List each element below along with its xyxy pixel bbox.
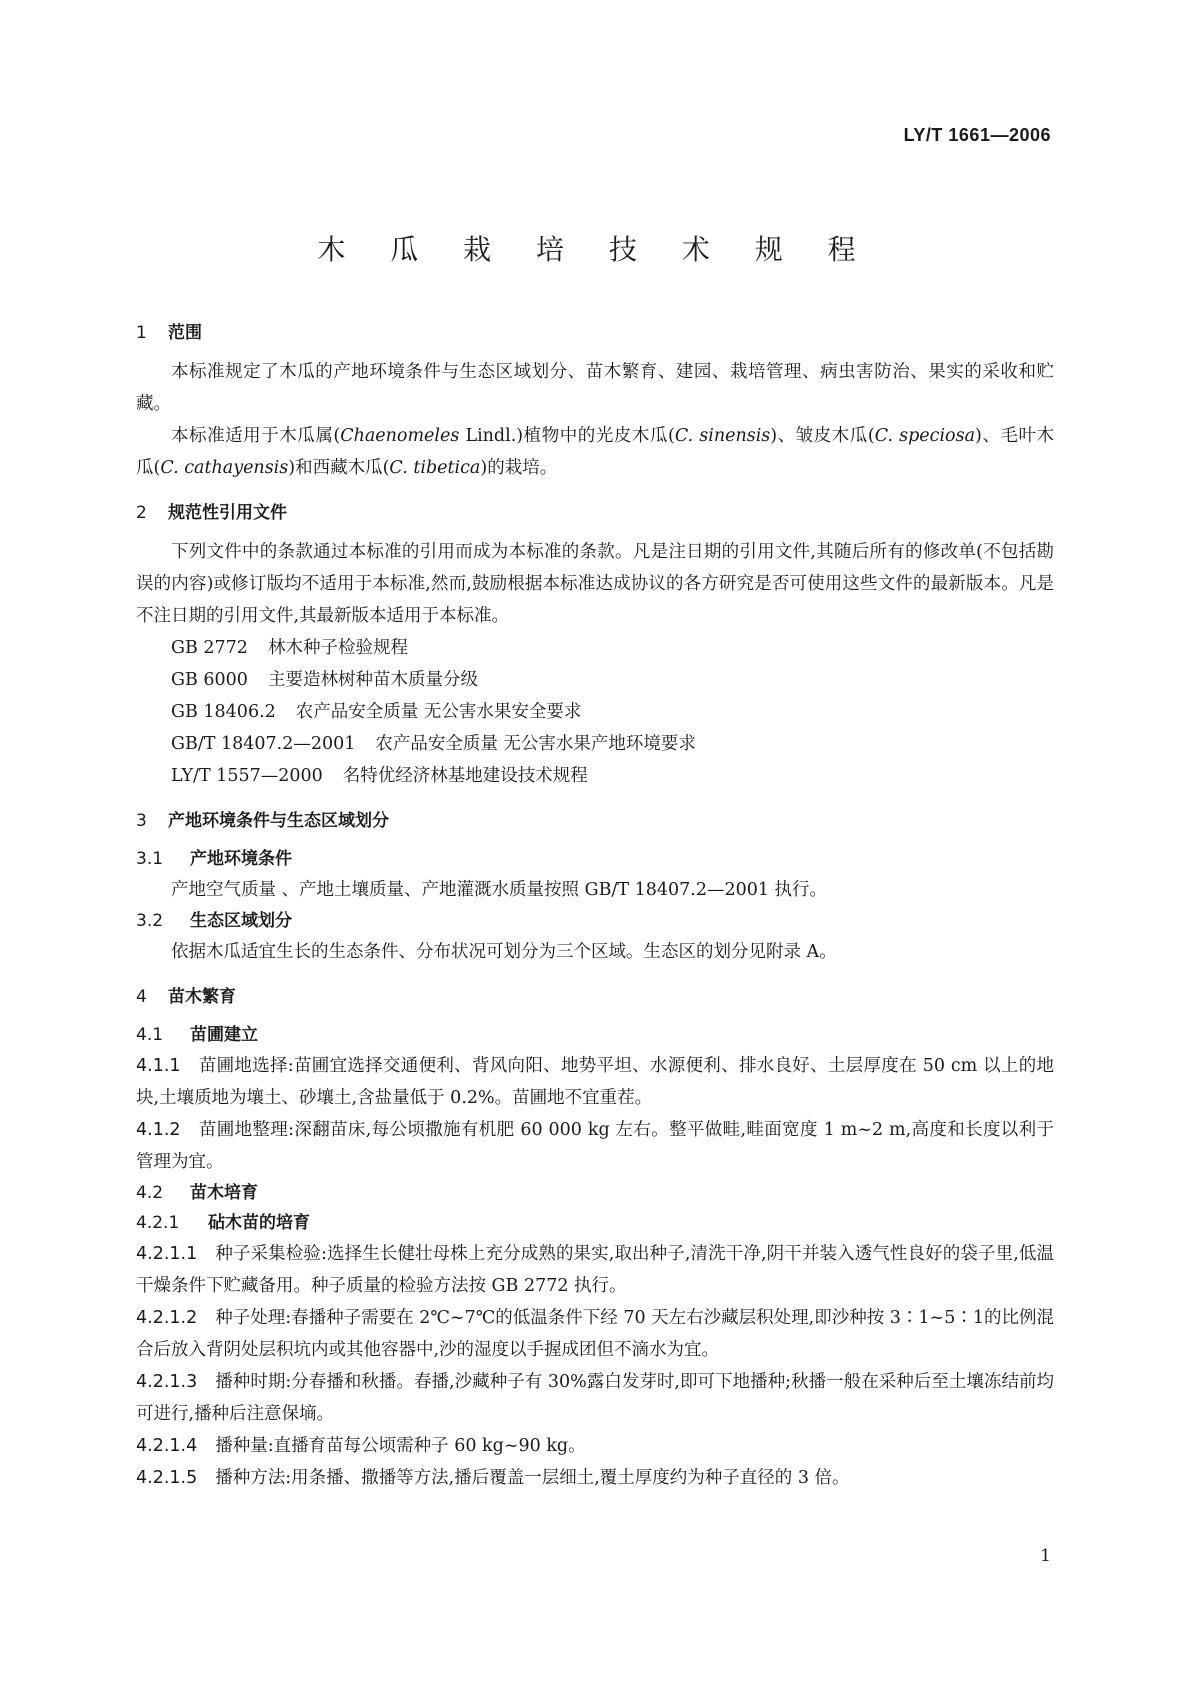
subsection-4-2-heading: 4.2 苗木培育 [136,1183,258,1203]
reference-item: GB 6000 主要造林树种苗木质量分级 [171,670,478,690]
standard-code: LY/T 1661—2006 [903,125,1051,145]
subsection-3-1-text: 产地空气质量 、产地土壤质量、产地灌溉水质量按照 GB/T 18407.2—2001 执行。 [171,880,828,900]
reference-item: GB 2772 林木种子检验规程 [171,638,408,658]
reference-item: LY/T 1557—2000 名特优经济林基地建设技术规程 [171,766,588,786]
clause-4-1-1: 4.1.1 苗圃地选择:苗圃宜选择交通便利、背风向阳、地势平坦、水源便利、排水良好、土层厚度在 50 cm 以上的地块,土壤质地为壤土、砂壤土,含盐量低于 0.2%。苗圃地不宜重茬。 [136,1056,1054,1108]
document-title: 木 瓜 栽 培 技 术 规 程 [317,233,874,266]
section-2-heading: 2 规范性引用文件 [136,503,287,523]
section-4-heading: 4 苗木繁育 [136,987,236,1007]
document-body [136,318,1054,1494]
page-number: 1 [1040,1546,1051,1566]
subsection-3-2-text: 依据木瓜适宜生长的生态条件、分布状况可划分为三个区域。生态区的划分见附录 A。 [171,942,837,962]
clause-4-1-2: 4.1.2 苗圃地整理:深翻苗床,每公顷撒施有机肥 60 000 kg 左右。整平做畦,畦面宽度 1 m~2 m,高度和长度以利于管理为宜。 [136,1120,1054,1172]
clause-4-2-1-4: 4.2.1.4 播种量:直播育苗每公顷需种子 60 kg~90 kg。 [136,1436,586,1456]
reference-item: GB/T 18407.2—2001 农产品安全质量 无公害水果产地环境要求 [171,734,696,754]
section-2-paragraph: 下列文件中的条款通过本标准的引用而成为本标准的条款。凡是注日期的引用文件,其随后所有的修改单(不包括勘误的内容)或修订版均不适用于本标准,然而,鼓励根据本标准达成协议的各方研究是否可使用这些文件的最新版本。凡是不注日期的引用文件,其最新版本适用于本标准。 [136,542,1054,626]
clause-4-2-1-3: 4.2.1.3 播种时期:分春播和秋播。春播,沙藏种子有 30%露白发芽时,即可下地播种;秋播一般在采种后至土壤冻结前均可进行,播种后注意保墒。 [136,1372,1054,1424]
subsection-4-1-heading: 4.1 苗圃建立 [136,1025,258,1045]
subsection-4-2-1-heading: 4.2.1 砧木苗的培育 [136,1213,310,1233]
clause-4-2-1-2: 4.2.1.2 种子处理:春播种子需要在 2℃~7℃的低温条件下经 70 天左右沙藏层积处理,即沙种按 3∶1~5∶1的比例混合后放入背阴处层积坑内或其他容器中,沙的湿度以手握成团但不滴水为宜。 [136,1308,1054,1360]
section-1-paragraph-1: 本标准规定了木瓜的产地环境条件与生态区域划分、苗木繁育、建园、栽培管理、病虫害防治、果实的采收和贮藏。 [136,362,1054,414]
section-3-heading: 3 产地环境条件与生态区域划分 [136,811,389,831]
section-1-heading: 1 范围 [136,323,202,343]
section-1-paragraph-2: 本标准适用于木瓜属(Chaenomeles Lindl.)植物中的光皮木瓜(C. sinensis)、皱皮木瓜(C. speciosa)、毛叶木瓜(C. cathayensis)和西藏木瓜(C. tibetica)的栽培。 [136,426,1055,478]
subsection-3-1-heading: 3.1 产地环境条件 [136,849,292,869]
clause-4-2-1-1: 4.2.1.1 种子采集检验:选择生长健壮母株上充分成熟的果实,取出种子,清洗干净,阴干并装入透气性良好的袋子里,低温干燥条件下贮藏备用。种子质量的检验方法按 GB 2772 执行。 [136,1244,1054,1296]
subsection-3-2-heading: 3.2 生态区域划分 [136,911,292,931]
reference-item: GB 18406.2 农产品安全质量 无公害水果安全要求 [171,702,582,722]
clause-4-2-1-5: 4.2.1.5 播种方法:用条播、撒播等方法,播后覆盖一层细土,覆土厚度约为种子直径的 3 倍。 [136,1468,850,1488]
